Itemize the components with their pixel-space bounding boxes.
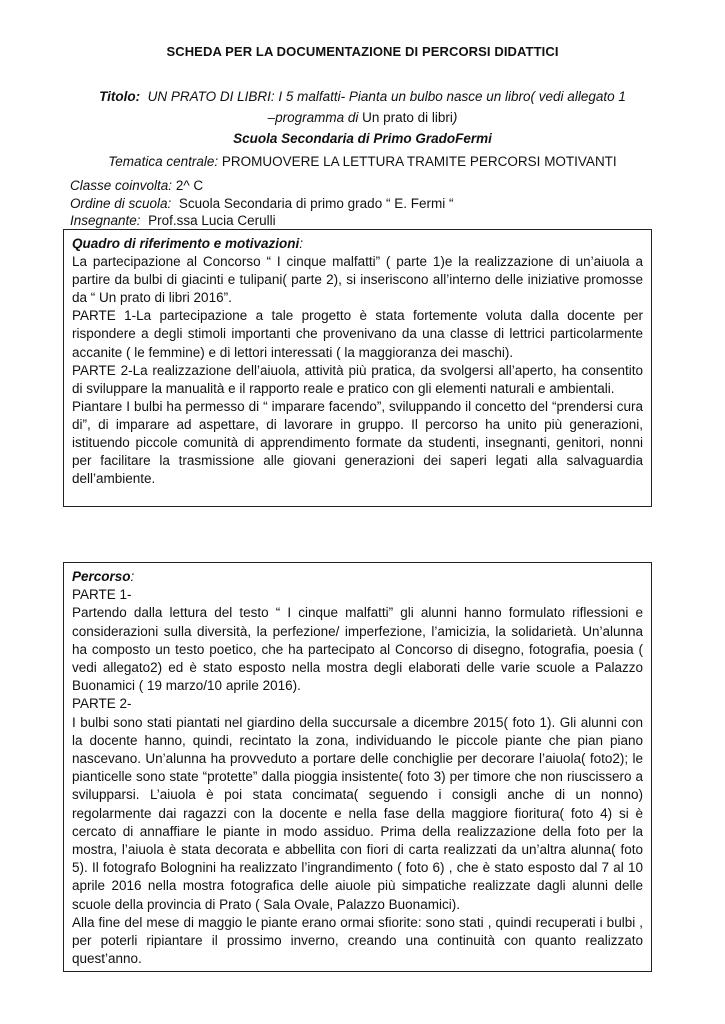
percorso-paragraph: Alla fine del mese di maggio le piante erano ormai sfiorite: sono stati , quindi recuperati i bulbi , per poterli ripiantare il prossimo inverno, creando una continuità con quanto realizzato quest’anno. xyxy=(72,914,643,967)
ordine-label: Ordine di scuola: xyxy=(70,195,172,211)
quadro-paragraph: Piantare I bulbi ha permesso di “ imparare facendo”, sviluppando il concetto del “prendersi cura di”, di imparare ad aspettare, di lavorare in gruppo. Il percorso ha unito più generazioni, istituendo piccole comunità di apprendimento formate da studenti, insegnanti, genitori, nonni per facilitare la trasmissione alle giovani generazioni dei saperi legati alla salvaguardia dell’ambiente. xyxy=(72,398,643,487)
tematica-label: Tematica centrale: xyxy=(108,154,219,169)
quadro-paragraph: PARTE 2-La realizzazione dell’aiuola, attività più pratica, da svolgersi all’aperto, ha consentito di sviluppare la manualità e il rapporto reale e pratico con gli elementi naturali e ambientali. xyxy=(72,362,643,396)
percorso-heading: Percorso: xyxy=(72,569,135,584)
percorso-box xyxy=(63,562,652,972)
classe-row xyxy=(70,177,650,195)
titolo-value-line2a: –programma di xyxy=(267,110,359,125)
quadro-paragraph: La partecipazione al Concorso “ I cinque malfatti” ( parte 1)e la realizzazione di un’aiuola a partire da bulbi di giacinti e tulipani( parte 2), si inseriscono all’interno delle iniziative promosse da “ Un prato di libri 2016”. xyxy=(72,254,643,306)
titolo-value-line1: UN PRATO DI LIBRI: I 5 malfatti- Pianta un bulbo nasce un libro( vedi allegato 1 xyxy=(147,89,626,104)
ordine-row xyxy=(70,195,650,213)
main-title: SCHEDA PER LA DOCUMENTAZIONE DI PERCORSI DIDATTICI xyxy=(166,44,559,59)
insegnante-value: Prof.ssa Lucia Cerulli xyxy=(148,213,276,228)
insegnante-row xyxy=(70,212,650,230)
titolo-value-line2c: ) xyxy=(452,110,458,125)
quadro-paragraph: PARTE 1-La partecipazione a tale progetto è stata fortemente voluta dalla docente per rispondere a degli stimoli importanti che provenivano da una classe di lettrici particolarmente accanite ( le femmine) e di lettori interessati ( la maggioranza dei maschi). xyxy=(72,308,643,360)
classe-value: 2^ C xyxy=(175,178,204,193)
percorso-paragraph: PARTE 1- xyxy=(72,587,132,603)
percorso-paragraph: PARTE 2- xyxy=(72,696,132,712)
tematica-line xyxy=(0,154,725,169)
ordine-value: Scuola Secondaria di primo grado “ E. Fermi “ xyxy=(178,195,454,211)
percorso-paragraph: Partendo dalla lettura del testo “ I cinque malfatti” gli alunni hanno formulato riflessioni e considerazioni sulla diversità, la perfezione/ imperfezione, l’amicizia, la solidarietà. Un’alunna ha composto un testo poetico, che ha partecipato al Concorso di disegno, fotografia, poesia ( vedi allegato2) ed è stato esposto nella mostra degli elaborati delle varie scuole a Palazzo Buonamici ( 19 marzo/10 aprile 2016). xyxy=(72,605,643,694)
insegnante-label: Insegnante: xyxy=(70,213,141,228)
meta-lines xyxy=(70,177,650,230)
classe-label: Classe coinvolta: xyxy=(70,178,173,193)
titolo-block: Titolo: UN PRATO DI LIBRI: I 5 malfatti- Pianta un bulbo nasce un libro( vedi allegato 1 –programma di Un prato di libri) xyxy=(99,89,626,125)
quadro-box xyxy=(63,229,652,507)
scuola-line: Scuola Secondaria di Primo GradoFermi xyxy=(233,131,492,146)
tematica-value: PROMUOVERE LA LETTURA TRAMITE PERCORSI MOTIVANTI xyxy=(221,154,617,169)
titolo-value-line2b: Un prato di libri xyxy=(362,110,453,125)
titolo-label: Titolo xyxy=(99,89,136,104)
quadro-heading: Quadro di riferimento e motivazioni: xyxy=(72,236,304,251)
percorso-paragraph: I bulbi sono stati piantati nel giardino della succursale a dicembre 2015( foto 1). Gli alunni con la docente hanno, quindi, recintato la zona, individuando le piccole piante che pian piano nascevano. Un’alunna ha provveduto a portare delle conchiglie per decorare l’aiuola( foto2); le pianticelle sono state “protette” dalla pioggia insistente( foto 3) per timore che non riuscissero a svilupparsi. L’aiuola è poi stata concimata( seguendo i consigli anche di un nonno) regolarmente dai ragazzi con la docente e nella fase della maggiore fioritura( foto 4) si è cercato di annaffiare le piante in modo assiduo. Prima della realizzazione della foto per la mostra, l’aiuola è stata decorata e abbellita con fiori di carta realizzati da un’altra alunna( foto 5). Il fotografo Bolognini ha realizzato l’ingrandimento ( foto 6) , che è stato esposto dal 7 al 10 aprile 2016 nella mostra fotografica delle aiuole più simpatiche realizzate dagli alunni delle scuole della provincia di Prato ( Sala Ovale, Palazzo Buonamici). xyxy=(72,714,643,912)
